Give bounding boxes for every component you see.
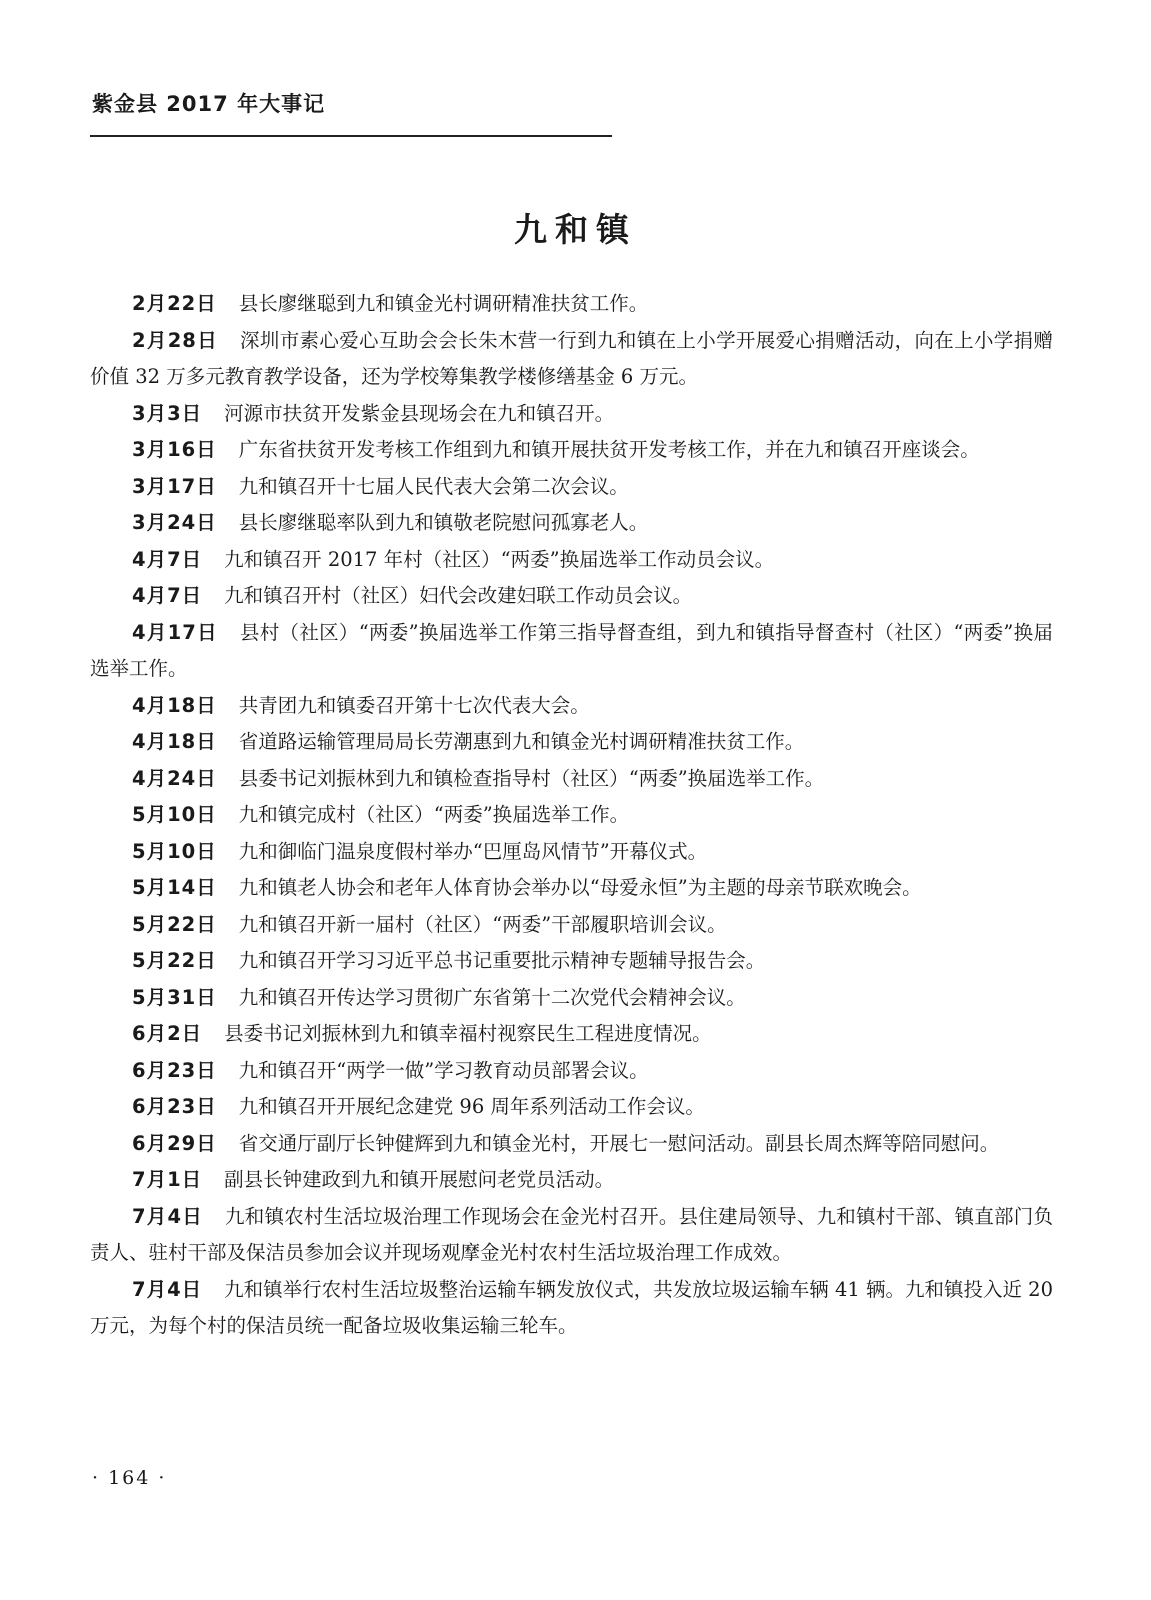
- chronicle-entry: [90, 907, 1053, 944]
- entry-text: 九和镇召开开展纪念建党 96 周年系列活动工作会议。: [238, 1095, 705, 1118]
- chronicle-entry: [90, 724, 1053, 761]
- chronicle-entry: [90, 1053, 1053, 1090]
- entry-text: 九和御临门温泉度假村举办“巴厘岛风情节”开幕仪式。: [238, 839, 708, 863]
- entry-text: 副县长钟建政到九和镇开展慰问老党员活动。: [224, 1168, 615, 1191]
- chronicle-entry: [90, 1199, 1053, 1272]
- entry-date: 3月17日: [132, 474, 217, 498]
- entry-text: 九和镇老人协会和老年人体育协会举办以“母爱永恒”为主题的母亲节联欢晚会。: [238, 876, 922, 899]
- chronicle-entry: [90, 505, 1053, 542]
- chronicle-entry: [90, 323, 1053, 396]
- entry-date: 6月23日: [132, 1058, 217, 1082]
- chronicle-entry: [90, 870, 1053, 907]
- entry-text: 省交通厅副厅长钟健辉到九和镇金光村，开展七一慰问活动。副县长周杰辉等陪同慰问。: [238, 1131, 1000, 1155]
- entry-text: 九和镇召开 2017 年村（社区）“两委”换届选举工作动员会议。: [224, 547, 775, 571]
- entry-text: 河源市扶贫开发紫金县现场会在九和镇召开。: [224, 401, 615, 425]
- entry-text: 广东省扶贫开发考核工作组到九和镇开展扶贫开发考核工作，并在九和镇召开座谈会。: [238, 438, 980, 461]
- entry-date: 7月4日: [132, 1204, 204, 1228]
- entry-text: 县委书记刘振林到九和镇幸福村视察民生工程进度情况。: [224, 1022, 712, 1045]
- entry-date: 5月22日: [132, 912, 217, 936]
- entry-text: 县委书记刘振林到九和镇检查指导村（社区）“两委”换届选举工作。: [238, 766, 825, 790]
- entry-date: 4月24日: [132, 766, 217, 790]
- entry-date: 4月17日: [132, 620, 218, 644]
- chronicle-entry: [90, 1126, 1053, 1163]
- entry-date: 6月2日: [132, 1022, 203, 1045]
- entry-text: 县长廖继聪率队到九和镇敬老院慰问孤寡老人。: [238, 511, 649, 534]
- chronicle-entry: [90, 797, 1053, 834]
- entry-date: 6月23日: [132, 1095, 217, 1118]
- chronicle-entry: [90, 1016, 1053, 1053]
- entry-text: 深圳市素心爱心互助会会长朱木营一行到九和镇在上小学开展爱心捐赠活动，向在上小学捐赠价值 32 万多元教育教学设备，还为学校筹集教学楼修缮基金 6 万元。: [90, 328, 1053, 388]
- entry-text: 九和镇召开传达学习贯彻广东省第十二次党代会精神会议。: [238, 985, 746, 1009]
- entry-date: 4月7日: [132, 547, 203, 571]
- chronicle-entry: [90, 761, 1053, 798]
- entry-date: 5月31日: [132, 985, 217, 1009]
- entry-date: 5月14日: [132, 876, 217, 899]
- chronicle-entry: [90, 542, 1053, 579]
- entry-text: 县长廖继聪到九和镇金光村调研精准扶贫工作。: [238, 292, 649, 315]
- entry-date: 4月7日: [132, 584, 203, 607]
- entry-date: 5月10日: [132, 839, 217, 863]
- chronicle-entries: [90, 286, 1053, 1345]
- entry-text: 九和镇农村生活垃圾治理工作现场会在金光村召开。县住建局领导、九和镇村干部、镇直部门负责人、驻村干部及保洁员参加会议并现场观摩金光村农村生活垃圾治理工作成效。: [90, 1204, 1053, 1264]
- entry-date: 4月18日: [132, 730, 217, 753]
- entry-date: 7月4日: [132, 1277, 203, 1301]
- entry-text: 九和镇召开十七届人民代表大会第二次会议。: [238, 474, 629, 498]
- chronicle-entry: [90, 1162, 1053, 1199]
- chronicle-entry: [90, 469, 1053, 506]
- entry-text: 九和镇召开学习习近平总书记重要批示精神专题辅导报告会。: [238, 949, 766, 972]
- chronicle-entry: [90, 615, 1053, 688]
- entry-date: 3月24日: [132, 511, 217, 534]
- chronicle-entry: [90, 578, 1053, 615]
- entry-text: 九和镇完成村（社区）“两委”换届选举工作。: [238, 803, 630, 826]
- entry-text: 九和镇召开村（社区）妇代会改建妇联工作动员会议。: [224, 584, 693, 607]
- entry-text: 县村（社区）“两委”换届选举工作第三指导督查组，到九和镇指导督查村（社区）“两委”换届选举工作。: [90, 620, 1053, 680]
- chronicle-entry: [90, 834, 1053, 871]
- header-rule: [90, 135, 612, 137]
- section-title: 九和镇: [514, 210, 637, 249]
- chronicle-entry: [90, 1089, 1053, 1126]
- chronicle-entry: [90, 943, 1053, 980]
- entry-text: 九和镇召开“两学一做”学习教育动员部署会议。: [238, 1058, 649, 1082]
- entry-date: 2月22日: [132, 292, 217, 315]
- chronicle-entry: [90, 432, 1053, 469]
- entry-text: 九和镇举行农村生活垃圾整治运输车辆发放仪式，共发放垃圾运输车辆 41 辆。九和镇投入近 20 万元，为每个村的保洁员统一配备垃圾收集运输三轮车。: [90, 1277, 1053, 1337]
- page-number: · 164 ·: [92, 1467, 167, 1489]
- chronicle-entry: [90, 688, 1053, 725]
- chronicle-entry: [90, 396, 1053, 433]
- entry-date: 6月29日: [132, 1131, 217, 1155]
- entry-date: 5月10日: [132, 803, 217, 826]
- chronicle-entry: [90, 286, 1053, 323]
- entry-text: 共青团九和镇委召开第十七次代表大会。: [238, 693, 590, 717]
- entry-date: 2月28日: [132, 328, 219, 352]
- entry-date: 3月3日: [132, 401, 203, 425]
- chronicle-entry: [90, 980, 1053, 1017]
- chronicle-entry: [90, 1272, 1053, 1345]
- entry-text: 九和镇召开新一届村（社区）“两委”干部履职培训会议。: [238, 912, 727, 936]
- entry-text: 省道路运输管理局局长劳潮惠到九和镇金光村调研精准扶贫工作。: [238, 730, 805, 753]
- entry-date: 3月16日: [132, 438, 217, 461]
- entry-date: 5月22日: [132, 949, 217, 972]
- entry-date: 7月1日: [132, 1168, 203, 1191]
- running-head: 紫金县 2017 年大事记: [92, 92, 326, 116]
- entry-date: 4月18日: [132, 693, 217, 717]
